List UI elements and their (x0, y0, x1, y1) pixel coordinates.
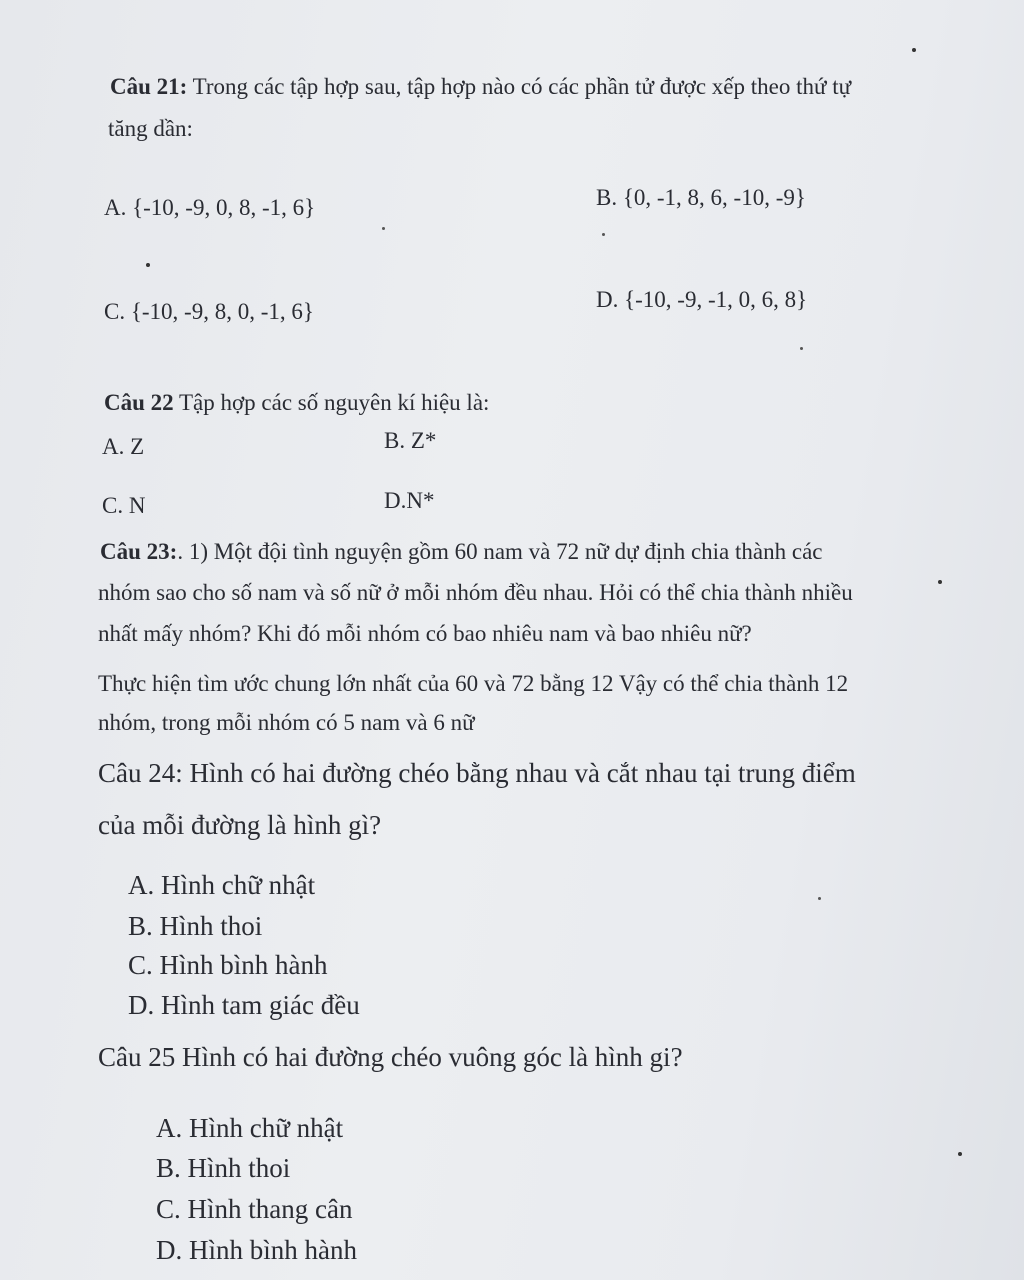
paper-speck (958, 1152, 962, 1156)
q21-option-d: D. {-10, -9, -1, 0, 6, 8} (596, 287, 808, 312)
q25-option-a: A. Hình chữ nhật (156, 1113, 344, 1143)
q22-number: Câu 22 (104, 390, 174, 415)
q21-line2: tăng dần: (108, 116, 193, 141)
q23-line3: nhất mấy nhóm? Khi đó mỗi nhóm có bao nhiêu nam và bao nhiêu nữ? (98, 621, 752, 646)
q24-option-d: D. Hình tam giác đều (128, 990, 360, 1020)
q21-number: Câu 21: (110, 74, 188, 99)
paper-speck (382, 227, 385, 230)
q21-option-b: B. {0, -1, 8, 6, -10, -9} (596, 185, 806, 210)
q24-line2: của mỗi đường là hình gì? (98, 810, 382, 840)
paper-speck (938, 580, 942, 584)
q23-answer-line1: Thực hiện tìm ước chung lớn nhất của 60 và 72 bằng 12 Vậy có thể chia thành 12 (98, 671, 849, 696)
q21-option-c: C. {-10, -9, 8, 0, -1, 6} (104, 299, 314, 324)
paper-speck (912, 48, 916, 52)
q24-line1: Câu 24: Hình có hai đường chéo bằng nhau và cắt nhau tại trung điểm (98, 758, 856, 788)
q23-text-line1: . 1) Một đội tình nguyện gồm 60 nam và 72 nữ dự định chia thành các (177, 539, 823, 564)
q21-option-a: A. {-10, -9, 0, 8, -1, 6} (104, 195, 316, 220)
paper-speck (800, 347, 803, 350)
q22-option-a: A. Z (102, 434, 145, 459)
paper-speck (602, 233, 605, 236)
q23-line1 (100, 539, 823, 565)
q22-option-c: C. N (102, 493, 146, 518)
q22-option-b: B. Z* (384, 428, 437, 453)
q21-line1 (110, 74, 851, 100)
q24-option-b: B. Hình thoi (128, 911, 263, 941)
q23-answer-line2: nhóm, trong mỗi nhóm có 5 nam và 6 nữ (98, 710, 475, 735)
q22-option-d: D.N* (384, 488, 435, 513)
paper-speck (818, 897, 821, 900)
q23-line2: nhóm sao cho số nam và số nữ ở mỗi nhóm đều nhau. Hỏi có thể chia thành nhiều (98, 580, 853, 605)
paper-speck (146, 263, 150, 267)
q25-option-c: C. Hình thang cân (156, 1194, 353, 1224)
q24-option-a: A. Hình chữ nhật (128, 870, 316, 900)
q25-option-b: B. Hình thoi (156, 1153, 291, 1183)
q22-line (104, 390, 489, 416)
q21-text-line1: Trong các tập hợp sau, tập hợp nào có các phần tử được xếp theo thứ tự (187, 74, 852, 99)
q24-option-c: C. Hình bình hành (128, 950, 328, 980)
q22-text: Tập hợp các số nguyên kí hiệu là: (173, 390, 490, 415)
q25-line: Câu 25 Hình có hai đường chéo vuông góc là hình gi? (98, 1042, 683, 1072)
q23-number: Câu 23: (100, 539, 178, 564)
q25-option-d: D. Hình bình hành (156, 1235, 357, 1265)
